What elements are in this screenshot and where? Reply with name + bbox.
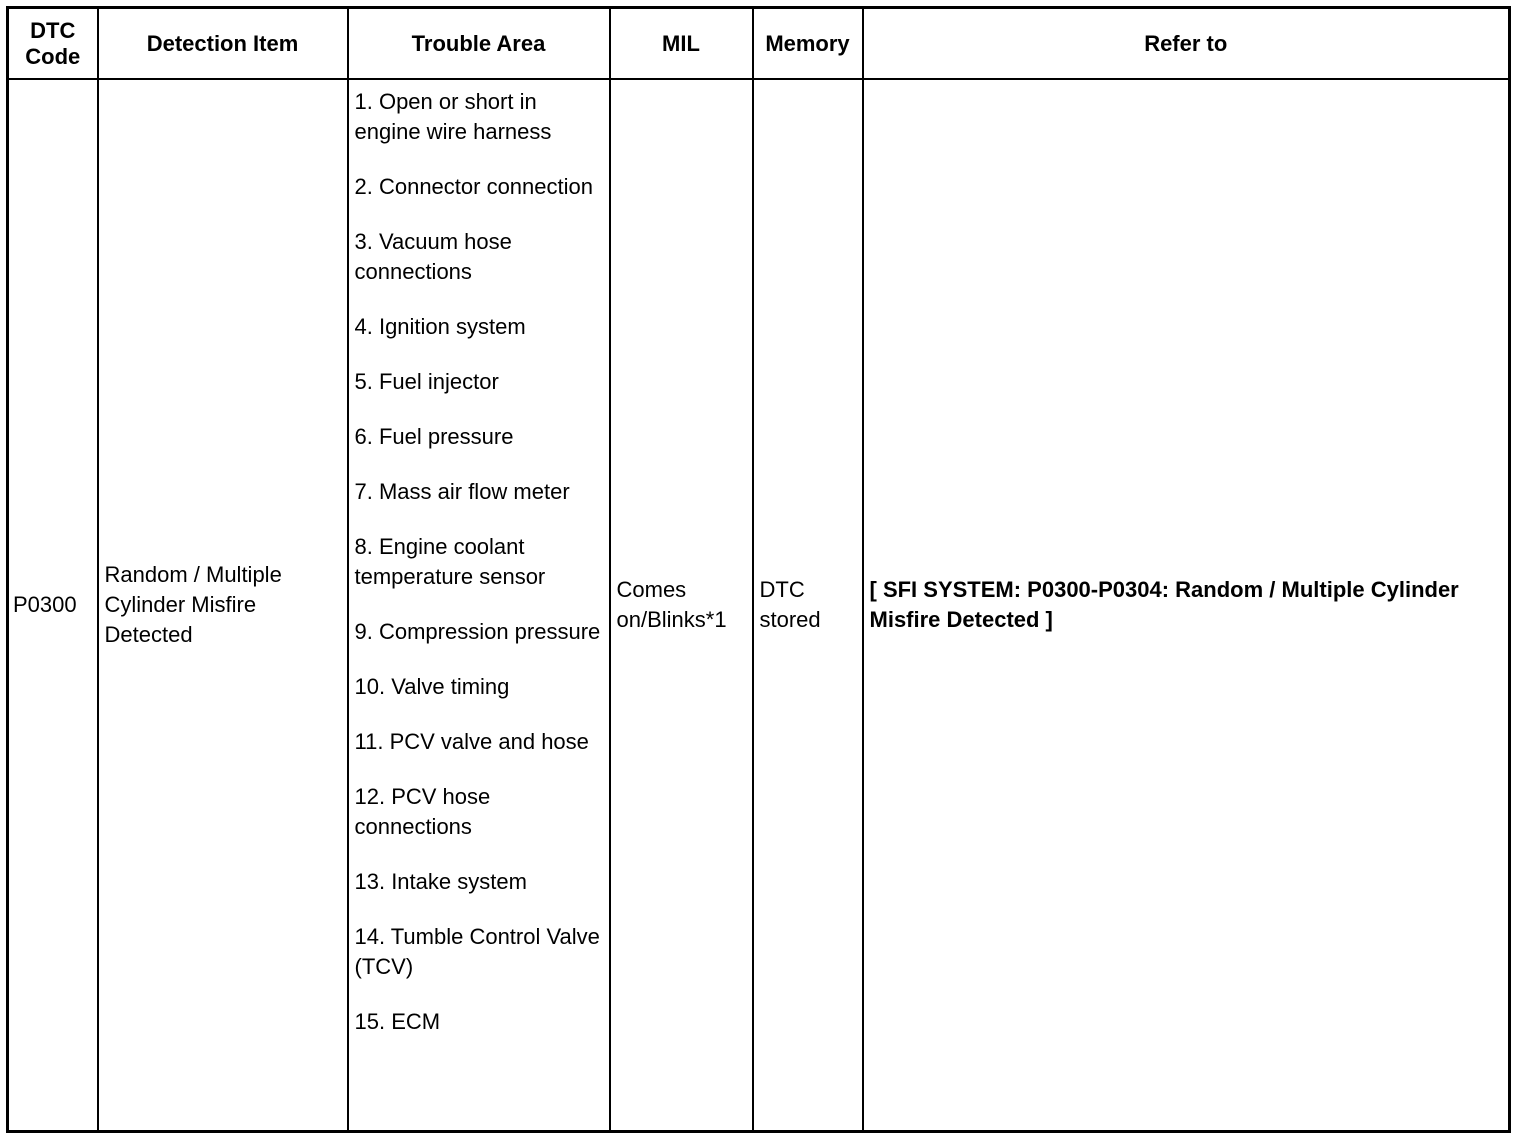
trouble-area-item: 1. Open or short in engine wire harness [354, 89, 552, 144]
trouble-area-item: 10. Valve timing [354, 674, 510, 699]
refer-to-link[interactable]: [ SFI SYSTEM: P0300-P0304: Random / Multiple Cylinder Misfire Detected ] [869, 577, 1459, 632]
trouble-area-item: 11. PCV valve and hose [354, 729, 589, 754]
trouble-area-item: 14. Tumble Control Valve (TCV) [354, 924, 600, 979]
dtc-table [6, 6, 1511, 1133]
trouble-area-item: 12. PCV hose connections [354, 784, 491, 839]
trouble-area-cell [348, 79, 610, 1132]
header-memory: Memory [753, 8, 863, 80]
header-detection-item: Detection Item [98, 8, 348, 80]
refer-to-cell [863, 79, 1510, 1132]
trouble-area-item: 4. Ignition system [354, 314, 526, 339]
header-refer-to: Refer to [863, 8, 1510, 80]
header-dtc-code: DTC Code [8, 8, 98, 80]
trouble-area-list [355, 87, 603, 1037]
trouble-area-item: 15. ECM [354, 1009, 441, 1034]
memory-cell: DTC stored [753, 79, 863, 1132]
mil-cell: Comes on/Blinks*1 [610, 79, 753, 1132]
table-row [8, 79, 1510, 1132]
trouble-area-item: 2. Connector connection [354, 174, 593, 199]
table-header-row [8, 8, 1510, 80]
trouble-area-item: 6. Fuel pressure [354, 424, 514, 449]
header-trouble-area: Trouble Area [348, 8, 610, 80]
trouble-area-item: 8. Engine coolant temperature sensor [354, 534, 546, 589]
detection-item-cell: Random / Multiple Cylinder Misfire Detected [98, 79, 348, 1132]
trouble-area-item: 3. Vacuum hose connections [354, 229, 512, 284]
header-mil: MIL [610, 8, 753, 80]
trouble-area-item: 7. Mass air flow meter [354, 479, 570, 504]
trouble-area-item: 5. Fuel injector [354, 369, 499, 394]
trouble-area-item: 13. Intake system [354, 869, 527, 894]
trouble-area-item: 9. Compression pressure [354, 619, 601, 644]
dtc-code-cell: P0300 [8, 79, 98, 1132]
